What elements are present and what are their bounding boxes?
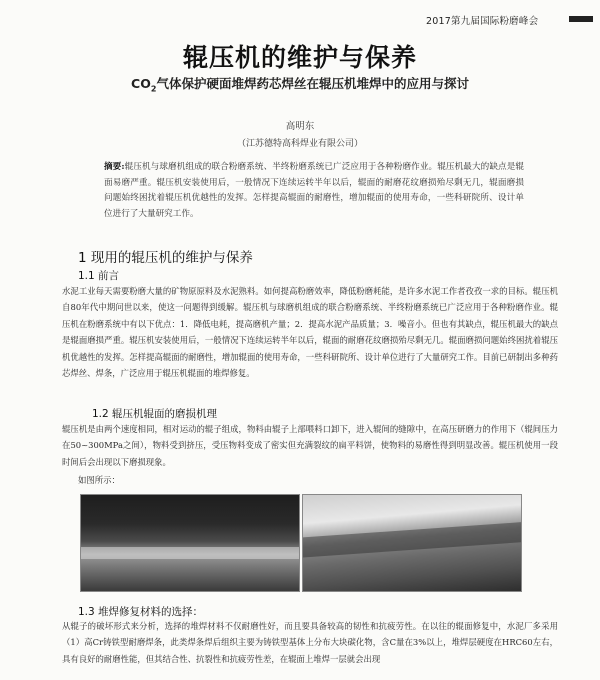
- paragraph-material-selection: 从辊子的破坏形式来分析，选择的堆焊材料不仅耐磨性好，而且要具备较高的韧性和抗疲劳性。在以往的辊面修复中，水泥厂多采用（1）高Cr铸铁型耐磨焊条，此类焊条焊后组织主要为铸铁型基体上分布大块碳化物，含C量在3%以上，堆焊层硬度在HRC60左右，具有良好的耐磨性能，但其结合性、抗裂性和抗疲劳性差，在辊面上堆焊一层就会出现: [62, 621, 558, 664]
- author-affiliation: （江苏德特高科焊业有限公司）: [236, 139, 363, 149]
- paper-subtitle: [0, 74, 600, 94]
- figure-caption-lead: 如图所示：: [78, 475, 120, 485]
- running-header: [0, 6, 600, 27]
- section-heading-1-1: 1.1 前言: [78, 270, 120, 282]
- roller-wear-photo-left: [80, 494, 300, 592]
- roller-wear-photo-right: [302, 494, 522, 592]
- subtitle-pre: CO: [131, 76, 151, 91]
- subtitle-sub: 2: [150, 84, 157, 94]
- paragraph-wear-mechanism: 辊压机是由两个速度相同，相对运动的辊子组成，物料由辊子上部喂料口卸下，进入辊间的缝隙中，在高压研磨力的作用下（辊间压力在50~300MPa之间），物料受到挤压，受压物料变成了密实但充满裂纹的扁平料饼，使物料的易磨性得到明显改善。辊压机使用一段时间后会出现以下磨损现象。: [62, 424, 558, 467]
- abstract: [104, 160, 524, 222]
- header-bar-decoration: [569, 16, 593, 22]
- section-heading-1: 1 现用的辊压机的维护与保养: [78, 250, 253, 266]
- paper-title: 辊压机的维护与保养: [182, 43, 417, 72]
- subtitle-post: 气体保护硬面堆焊药芯焊丝在辊压机堆焊中的应用与探讨: [156, 76, 469, 91]
- section-heading-1-2: 1.2 辊压机辊面的磨损机理: [92, 408, 218, 420]
- conference-name: 2017第九届国际粉磨峰会: [426, 16, 539, 27]
- section-heading-1-3: 1.3 堆焊修复材料的选择：: [78, 606, 204, 618]
- abstract-label: 摘要:: [104, 162, 125, 172]
- abstract-text: 辊压机与球磨机组成的联合粉磨系统、半终粉磨系统已广泛应用于各种粉磨作业。辊压机最大的缺点是辊面易磨严重。辊压机安装使用后，一般情况下连续运转半年以后，辊面的耐磨花纹磨损殆尽剩无几，辊面磨损问题始终困扰着辊压机优越性的发挥。怎样提高辊面的耐磨性，增加辊面的使用寿命，一些科研院所、设计单位进行了大量研究工作。: [104, 162, 524, 219]
- author-name: 高明东: [285, 121, 315, 132]
- paragraph-intro: 水泥工业每天需要粉磨大量的矿物原原料及水泥熟料。如何提高粉磨效率，降低粉磨耗能，是许多水泥工作者孜孜一求的目标。辊压机自80年代中期问世以来，使这一问题得到缓解。辊压机与球磨机组成的联合粉磨系统、半终粉磨系统已广泛应用于各种粉磨作业。辊压机在粉磨系统中有以下优点：1．降低电耗，提高磨机产量；2．提高水泥产品质量；3．噪音小。但也有其缺点，辊压机最大的缺点是辊面磨损严重。辊压机安装使用后，一般情况下连续运转半年以后，辊面的耐磨花纹磨损殆尽剩无几。辊面磨损问题始终困扰着辊压机优越性的发挥。怎样提高辊面的耐磨性，增加辊面的使用寿命，一些科研院所、设计单位进行了大量研究工作。目前已研制出多种药芯焊丝、焊条，广泛应用于辊压机辊面的堆焊修复。: [62, 286, 558, 379]
